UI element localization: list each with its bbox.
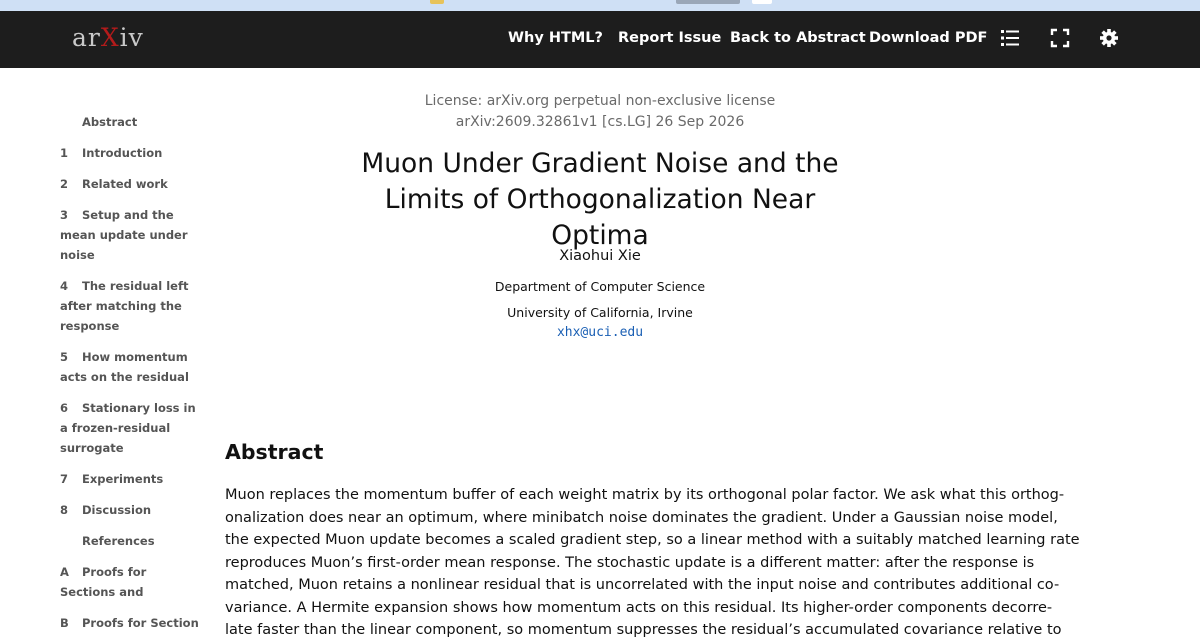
abstract-line: the expected Muon update becomes a scaled gradient step, so a linear method with a suitably matched learning rate [225, 532, 1080, 548]
arxiv-logo[interactable]: arXiv [72, 23, 144, 52]
abstract-line: reproduces Muon’s first-order mean response. The stochastic update is a different matter: after the response is [225, 554, 1035, 571]
toc-item-residual[interactable]: 4 The residual left after matching the response [60, 279, 189, 333]
abstract-heading: Abstract [225, 440, 324, 464]
license-text[interactable]: License: arXiv.org perpetual non-exclusive license [424, 93, 776, 109]
paper-title [350, 146, 850, 254]
toc-item-stationary-loss[interactable]: 6 Stationary loss in a frozen-residual surrogate [60, 401, 196, 455]
author-email[interactable]: xhx@uci.edu [556, 325, 644, 340]
table-of-contents [60, 112, 200, 644]
abstract-line: variance. A Hermite expansion shows how momentum acts on this residual. Its higher-order components decorre- [225, 599, 1053, 616]
report-issue-link[interactable]: Report Issue [618, 30, 722, 46]
why-html-link[interactable]: Why HTML? [508, 30, 603, 46]
notification-link[interactable] [676, 0, 740, 4]
browser-notification-strip [0, 0, 1200, 11]
author-university: University of California, Irvine [507, 305, 693, 320]
back-to-abstract-link[interactable]: Back to Abstract [730, 30, 866, 46]
settings-icon[interactable] [1098, 27, 1120, 49]
notification-icon [430, 0, 444, 4]
abstract-line: Muon replaces the momentum buffer of each weight matrix by its orthogonal polar factor. We ask what this orthog- [225, 487, 1065, 503]
abstract-line: late faster than the linear component, so momentum suppresses the residual’s accumulated covariance relative to [225, 622, 1062, 638]
abstract-body [225, 484, 1080, 642]
abstract-line: onalization does near an optimum, where minibatch noise dominates the gradient. Under a Gaussian noise model, [225, 509, 1058, 526]
abstract-line: matched, Muon retains a nonlinear residual that is uncorrelated with the input noise and contributes additional co- [225, 577, 1060, 593]
author-department: Department of Computer Science [494, 279, 706, 294]
toc-item-experiments[interactable]: 7 Experiments [60, 472, 164, 486]
toc-item-momentum[interactable]: 5 How momentum acts on the residual [60, 350, 189, 384]
fullscreen-icon[interactable] [1049, 27, 1071, 49]
toc-item-appendix-a[interactable]: A Proofs for Sections and [60, 565, 147, 599]
toc-item-abstract[interactable]: Abstract [82, 115, 138, 129]
paper-title-line: Muon Under Gradient Noise and the [361, 148, 839, 179]
toc-item-introduction[interactable]: 1 Introduction [60, 146, 163, 160]
list-icon[interactable] [999, 27, 1021, 49]
toc-item-setup[interactable]: 3 Setup and the mean update under noise [60, 208, 188, 262]
toc-item-references[interactable]: References [82, 534, 155, 548]
toc-item-related-work[interactable]: 2 Related work [60, 177, 168, 191]
paper-title-line: Limits of Orthogonalization Near Optima [384, 184, 816, 251]
download-pdf-link[interactable]: Download PDF [869, 30, 988, 46]
author-name: Xiaohui Xie [559, 248, 641, 264]
notification-close-icon[interactable] [752, 0, 772, 4]
arxiv-identifier: arXiv:2609.32861v1 [cs.LG] 26 Sep 2026 [455, 114, 745, 130]
license-block [350, 91, 850, 133]
toc-item-discussion[interactable]: 8 Discussion [60, 503, 152, 517]
toc-item-appendix-b[interactable]: B Proofs for Section [60, 616, 199, 630]
top-navbar [0, 11, 1200, 68]
